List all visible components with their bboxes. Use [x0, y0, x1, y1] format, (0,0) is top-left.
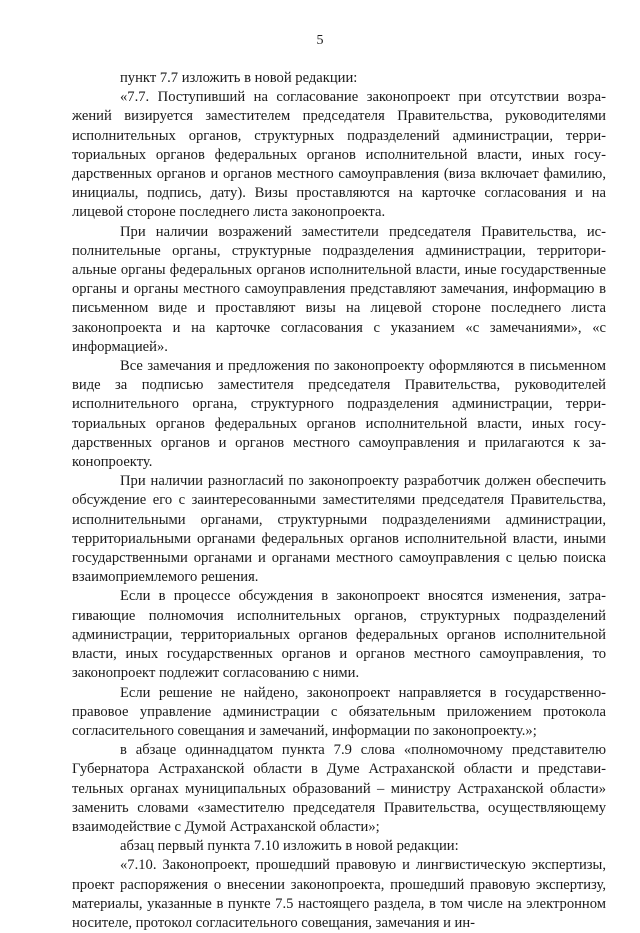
paragraph: Если в процессе обсуждения в законопроект вносятся изменения, затрагивающие полномочия исполнительных органов, структурных подразделений администрации, территориальных органов федеральных органов исполнительной власти, иных государственных органов и органов местного самоуправления, то законопроект подлежит согласованию с ними.	[72, 588, 606, 682]
page-number: 5	[316, 33, 324, 48]
paragraph: в абзаце одиннадцатом пункта 7.9 слова «полномочному представителю Губернатора Астраханской области в Думе Астраханской области и представительных органах муниципальных образований – министру Астраханской области» заменить словами «заместителю председателя Правительства, осуществляющему взаимодействие с Думой Астраханской области»;	[72, 742, 606, 835]
paragraph: «7.7. Поступивший на согласование законопроект при отсутствии возражений визируется заместителем председателя Правительства, руководителями исполнительных органов, структурных подразделений администрации, территориальных органов федеральных органов исполнительной власти, иных государственных органов и органов местного самоуправления (виза включает фамилию, инициалы, подпись, дату). Визы проставляются на карточке согласования и на лицевой стороне последнего листа законопроекта.	[72, 89, 606, 221]
paragraph: «7.10. Законопроект, прошедший правовую и лингвистическую экспертизы, проект распоряжения о внесении законопроекта, прошедший правовую экспертизу, материалы, указанные в пункте 7.5 настоящего раздела, в том числе на электронном носителе, протокол согласительного совещания, замечания и ин-	[72, 857, 606, 931]
paragraph: Если решение не найдено, законопроект направляется в государственноправовое управление администрации с обязательным приложением протокола согласительного совещания и замечаний, информации по законопроекту.»;	[72, 684, 606, 739]
paragraph: абзац первый пункта 7.10 изложить в новой редакции:	[120, 838, 459, 855]
paragraph: При наличии разногласий по законопроекту разработчик должен обеспечить обсуждение его с заинтересованными заместителями председателя Правительства, исполнительными органами, структурными подразделениями администрации, территориальными органами федеральных органов исполнительной власти, иными государственными органами и органами местного самоуправления с целью поиска взаимоприемлемого решения.	[72, 473, 606, 586]
paragraph: пункт 7.7 изложить в новой редакции:	[120, 70, 358, 86]
paragraph: Все замечания и предложения по законопроекту оформляются в письменном виде за подписью заместителя председателя Правительства, руководителей исполнительного органа, структурного подразделения администрации, территориальных органов федеральных органов исполнительной власти, иных государственных органов и органов местного самоуправления и прилагаются к законопроекту.	[72, 358, 606, 471]
document-body	[72, 69, 606, 933]
paragraph: При наличии возражений заместители председателя Правительства, исполнительные органы, структурные подразделения администрации, территориальные органы федеральных органов исполнительной власти, иные государственные органы и органы местного самоуправления представляют замечания, информацию в письменном виде и проставляют визы на лицевой стороне последнего листа законопроекта и на карточке согласования с указанием «с замечаниями», «с информацией».	[72, 223, 606, 355]
